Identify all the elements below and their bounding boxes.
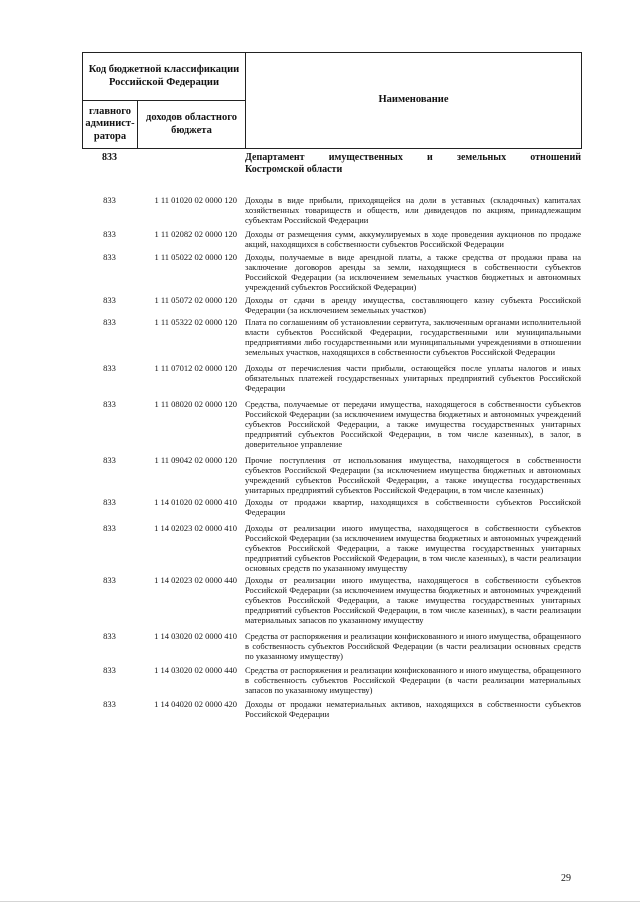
income-code: 1 11 05022 02 0000 120 (154, 252, 237, 262)
admin-code: 833 (103, 399, 116, 409)
department-name (245, 152, 581, 176)
department-admin-code: 833 (102, 152, 117, 163)
header-income-column: доходов областного бюджета (138, 101, 246, 149)
admin-code: 833 (103, 575, 116, 585)
income-code: 1 11 07012 02 0000 120 (154, 363, 237, 373)
table-row (82, 497, 581, 517)
income-code: 1 14 01020 02 0000 410 (154, 497, 237, 507)
admin-code: 833 (103, 252, 116, 262)
header-admin-column: главного админист-ратора (83, 101, 138, 149)
table-row (82, 363, 581, 393)
admin-code: 833 (103, 699, 116, 709)
table-row (82, 399, 581, 449)
table-row (82, 699, 581, 719)
table-row (82, 523, 581, 573)
table-row (82, 195, 581, 225)
header-budget-code-group: Код бюджетной классификации Российской Федерации (83, 53, 246, 101)
income-code: 1 11 05322 02 0000 120 (154, 317, 237, 327)
admin-code: 833 (103, 497, 116, 507)
admin-code: 833 (103, 523, 116, 533)
admin-code: 833 (103, 665, 116, 675)
department-name-line1: Департамент имущественных и земельных отношений (245, 152, 581, 163)
income-code: 1 11 01020 02 0000 120 (154, 195, 237, 205)
income-code: 1 11 09042 02 0000 120 (154, 455, 237, 465)
income-name: Доходы от продажи квартир, находящихся в собственности субъектов Российской Федерации (245, 497, 581, 517)
table-row (82, 295, 581, 315)
table-row (82, 665, 581, 695)
income-name: Доходы от размещения сумм, аккумулируемых в ходе проведения аукционов по продаже акций, находящихся в собственности субъектов Российской Федерации (245, 229, 581, 249)
table-row (82, 455, 581, 495)
table-body (82, 152, 581, 719)
income-name: Средства от распоряжения и реализации конфискованного и иного имущества, обращенного в собственность субъектов Российской Федерации (в части реализации основных средств по указанному имуществу) (245, 631, 581, 661)
income-code: 1 14 04020 02 0000 420 (154, 699, 237, 709)
income-name: Доходы, получаемые в виде арендной платы, а также средства от продажи права на заключение договоров аренды за земли, находящиеся в собственности субъектов Российской Федерации (за исключением земельных участков бюджетных и автономных учреждений субъектов Российской Федерации) (245, 252, 581, 292)
income-name: Доходы от продажи нематериальных активов, находящихся в собственности субъектов Российской Федерации (245, 699, 581, 719)
income-code: 1 14 02023 02 0000 440 (154, 575, 237, 585)
header-name-column: Наименование (246, 53, 582, 149)
table-row (82, 575, 581, 625)
income-name: Доходы от сдачи в аренду имущества, составляющего казну субъекта Российской Федерации (за исключением земельных участков) (245, 295, 581, 315)
income-code: 1 11 05072 02 0000 120 (154, 295, 237, 305)
admin-code: 833 (103, 195, 116, 205)
table-row (82, 317, 581, 357)
table-header (82, 52, 582, 149)
income-code: 1 11 08020 02 0000 120 (154, 399, 237, 409)
admin-code: 833 (103, 363, 116, 373)
admin-code: 833 (103, 631, 116, 641)
income-code: 1 14 03020 02 0000 410 (154, 631, 237, 641)
income-name: Доходы от реализации иного имущества, находящегося в собственности субъектов Российской Федерации (за исключением имущества бюджетных и автономных учреждений субъектов Российской Федерации, а также имущества государственных унитарных предприятий субъектов Российской Федерации, в том числе казенных), в части реализации основных средств по указанному имуществу (245, 523, 581, 573)
income-name: Средства, получаемые от передачи имущества, находящегося в собственности субъектов Российской Федерации (за исключением имущества бюджетных и автономных учреждений субъектов Российской Федерации, а также имущества государственных унитарных предприятий субъектов Российской Федерации, в том числе казенных), в залог, в доверительное управление (245, 399, 581, 449)
admin-code: 833 (103, 455, 116, 465)
table-row (82, 252, 581, 292)
scan-edge-line (0, 901, 640, 902)
admin-code: 833 (103, 295, 116, 305)
admin-code: 833 (103, 317, 116, 327)
department-name-line2: Костромской области (245, 164, 343, 175)
income-code: 1 11 02082 02 0000 120 (154, 229, 237, 239)
income-name: Средства от распоряжения и реализации конфискованного и иного имущества, обращенного в собственность субъектов Российской Федерации (в части реализации материальных запасов по указанному имуществу) (245, 665, 581, 695)
income-name: Плата по соглашениям об установлении сервитута, заключенным органами исполнительной власти субъектов Российской Федерации, государственными или муниципальными предприятиями либо государственными или муниципальными учреждениями в отношении земельных участков, находящихся в собственности субъектов Российской Федерации (245, 317, 581, 357)
department-row (82, 152, 581, 176)
income-code: 1 14 02023 02 0000 410 (154, 523, 237, 533)
income-name: Прочие поступления от использования имущества, находящегося в собственности субъектов Российской Федерации (за исключением имущества бюджетных и автономных учреждений субъектов Российской Федерации, а также имущества государственных унитарных предприятий субъектов Российской Федерации, в том числе казенных) (245, 455, 581, 495)
table-row (82, 229, 581, 249)
admin-code: 833 (103, 229, 116, 239)
income-name: Доходы от реализации иного имущества, находящегося в собственности субъектов Российской Федерации (за исключением имущества бюджетных и автономных учреждений субъектов Российской Федерации, а также имущества государственных унитарных предприятий субъектов Российской Федерации, в том числе казенных), в части реализации материальных запасов по указанному имуществу (245, 575, 581, 625)
income-name: Доходы в виде прибыли, приходящейся на доли в уставных (складочных) капиталах хозяйственных товариществ и обществ, или дивидендов по акциям, принадлежащим субъектам Российской Федерации (245, 195, 581, 225)
page-number: 29 (561, 873, 571, 884)
income-code: 1 14 03020 02 0000 440 (154, 665, 237, 675)
table-row (82, 631, 581, 661)
income-name: Доходы от перечисления части прибыли, остающейся после уплаты налогов и иных обязательных платежей государственных унитарных предприятий субъектов Российской Федерации (245, 363, 581, 393)
